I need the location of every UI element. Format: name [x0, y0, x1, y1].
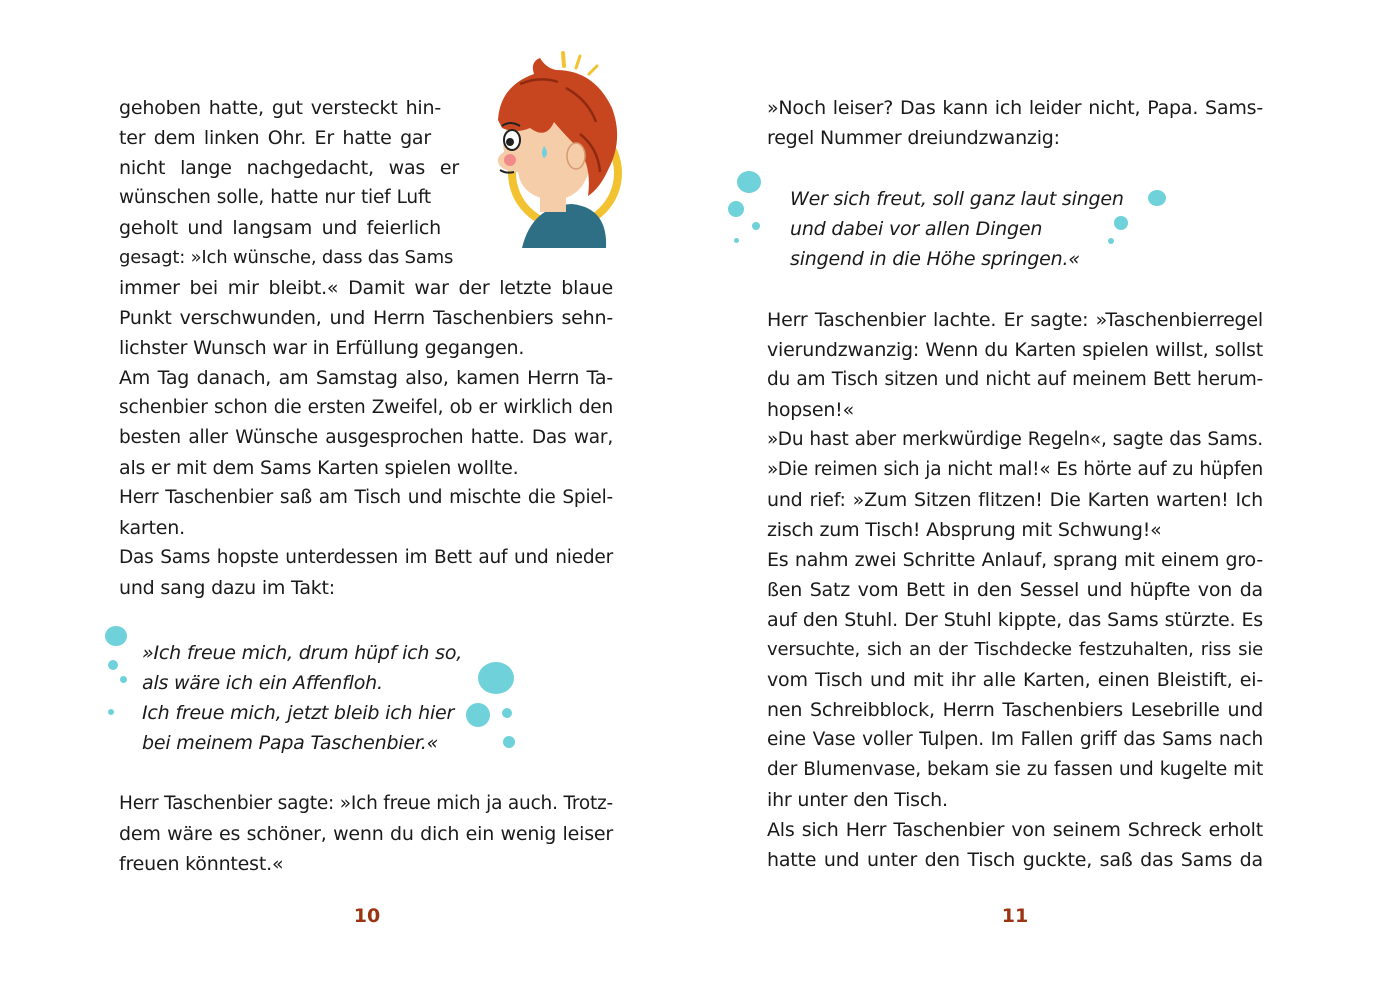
text-line: nen Schreibblock, Herrn Taschenbiers Lesebrille und: [767, 699, 1263, 721]
text-line: Herr Taschenbier sagte: »Ich freue mich ja auch. Trotz-: [119, 793, 613, 814]
verse-line: als wäre ich ein Affenfloh.: [142, 672, 383, 694]
verse-line: bei meinem Papa Taschenbier.«: [142, 732, 439, 754]
text-line: schenbier schon die ersten Zweifel, ob er wirklich den: [119, 397, 613, 418]
text-line: eine Vase voller Tulpen. Im Fallen griff das Sams nach: [767, 729, 1263, 750]
text-line: regel Nummer dreiundzwanzig:: [767, 127, 1060, 149]
text-line: Es nahm zwei Schritte Anlauf, sprang mit einem gro-: [767, 549, 1263, 571]
text-line: karten.: [119, 517, 185, 539]
decorative-dot: [503, 736, 515, 748]
text-line: Herr Taschenbier saß am Tisch und mischte die Spiel-: [119, 487, 613, 508]
text-line: auf den Stuhl. Der Stuhl kippte, das Sams stürzte. Es: [767, 609, 1263, 631]
page-number: 10: [353, 905, 381, 927]
left-page: [0, 0, 690, 1000]
text-line: als er mit dem Sams Karten spielen wollte.: [119, 457, 519, 479]
text-line: ihr unter den Tisch.: [767, 789, 948, 811]
decorative-dot: [478, 662, 514, 694]
text-line: nicht lange nachgedacht, was er: [119, 157, 459, 179]
decorative-dot: [502, 708, 512, 718]
decorative-dot: [737, 171, 761, 193]
verse-line: singend in die Höhe springen.«: [790, 248, 1080, 270]
text-line: lichster Wunsch war in Erfüllung gegangen.: [119, 337, 525, 359]
text-line: besten aller Wünsche ausgesprochen hatte. Das war,: [119, 427, 613, 448]
text-line: »Noch leiser? Das kann ich leider nicht, Papa. Sams-: [767, 97, 1263, 119]
text-line: »Die reimen sich ja nicht mal!« Es hörte auf zu hüpfen: [767, 459, 1263, 480]
text-line: der Blumenvase, bekam sie zu fassen und kugelte mit: [767, 759, 1263, 780]
text-line: wünschen solle, hatte nur tief Luft: [119, 187, 431, 208]
text-line: du am Tisch sitzen und nicht auf meinem Bett herum-: [767, 369, 1263, 390]
right-page: [690, 0, 1381, 1000]
text-line: und rief: »Zum Sitzen flitzen! Die Karten warten! Ich: [767, 489, 1263, 511]
text-line: ßen Satz vom Bett in den Sessel und hüpfte von da: [767, 579, 1263, 601]
text-line: ter dem linken Ohr. Er hatte gar: [119, 127, 431, 149]
verse-line: und dabei vor allen Dingen: [790, 218, 1043, 240]
text-line: geholt und langsam und feierlich: [119, 217, 441, 239]
text-line: Am Tag danach, am Samstag also, kamen Herrn Ta-: [119, 367, 613, 389]
text-line: Punkt verschwunden, und Herrn Taschenbiers sehn-: [119, 307, 613, 329]
verse-line: Wer sich freut, soll ganz laut singen: [790, 188, 1124, 210]
decorative-dot: [108, 660, 118, 670]
decorative-dot: [734, 238, 739, 243]
text-line: Herr Taschenbier lachte. Er sagte: »Taschenbierregel: [767, 309, 1263, 331]
decorative-dot: [752, 222, 760, 230]
decorative-dot: [120, 676, 127, 683]
text-line: zisch zum Tisch! Absprung mit Schwung!«: [767, 519, 1162, 541]
text-line: »Du hast aber merkwürdige Regeln«, sagte das Sams.: [767, 429, 1263, 450]
decorative-dot: [1108, 238, 1114, 244]
text-line: gehoben hatte, gut versteckt hin-: [119, 97, 441, 119]
decorative-dot: [1114, 216, 1128, 230]
text-line: versuchte, sich an der Tischdecke festzuhalten, riss sie: [767, 639, 1263, 660]
decorative-dot: [108, 709, 114, 715]
decorative-dot: [728, 201, 744, 217]
text-line: und sang dazu im Takt:: [119, 577, 336, 599]
decorative-dot: [466, 703, 490, 727]
text-line: Das Sams hopste unterdessen im Bett auf und nieder: [119, 547, 613, 568]
decorative-dot: [1148, 190, 1166, 206]
text-line: dem wäre es schöner, wenn du dich ein wenig leiser: [119, 823, 613, 845]
text-line: immer bei mir bleibt.« Damit war der letzte blaue: [119, 277, 613, 299]
text-line: vierundzwanzig: Wenn du Karten spielen willst, sollst: [767, 339, 1263, 361]
text-line: freuen könntest.«: [119, 853, 284, 875]
decorative-dot: [105, 626, 127, 646]
verse-line: »Ich freue mich, drum hüpf ich so,: [142, 642, 463, 664]
text-line: hopsen!«: [767, 399, 854, 421]
text-line: gesagt: »Ich wünsche, dass das Sams: [119, 247, 454, 268]
boy-portrait-icon: [460, 48, 630, 248]
verse-line: Ich freue mich, jetzt bleib ich hier: [142, 702, 455, 724]
page-number: 11: [1001, 905, 1029, 927]
text-line: Als sich Herr Taschenbier von seinem Schreck erholt: [767, 819, 1263, 841]
text-line: hatte und unter den Tisch guckte, saß das Sams da: [767, 849, 1263, 871]
text-line: vom Tisch und mit ihr alle Karten, einen Bleistift, ei-: [767, 669, 1263, 691]
